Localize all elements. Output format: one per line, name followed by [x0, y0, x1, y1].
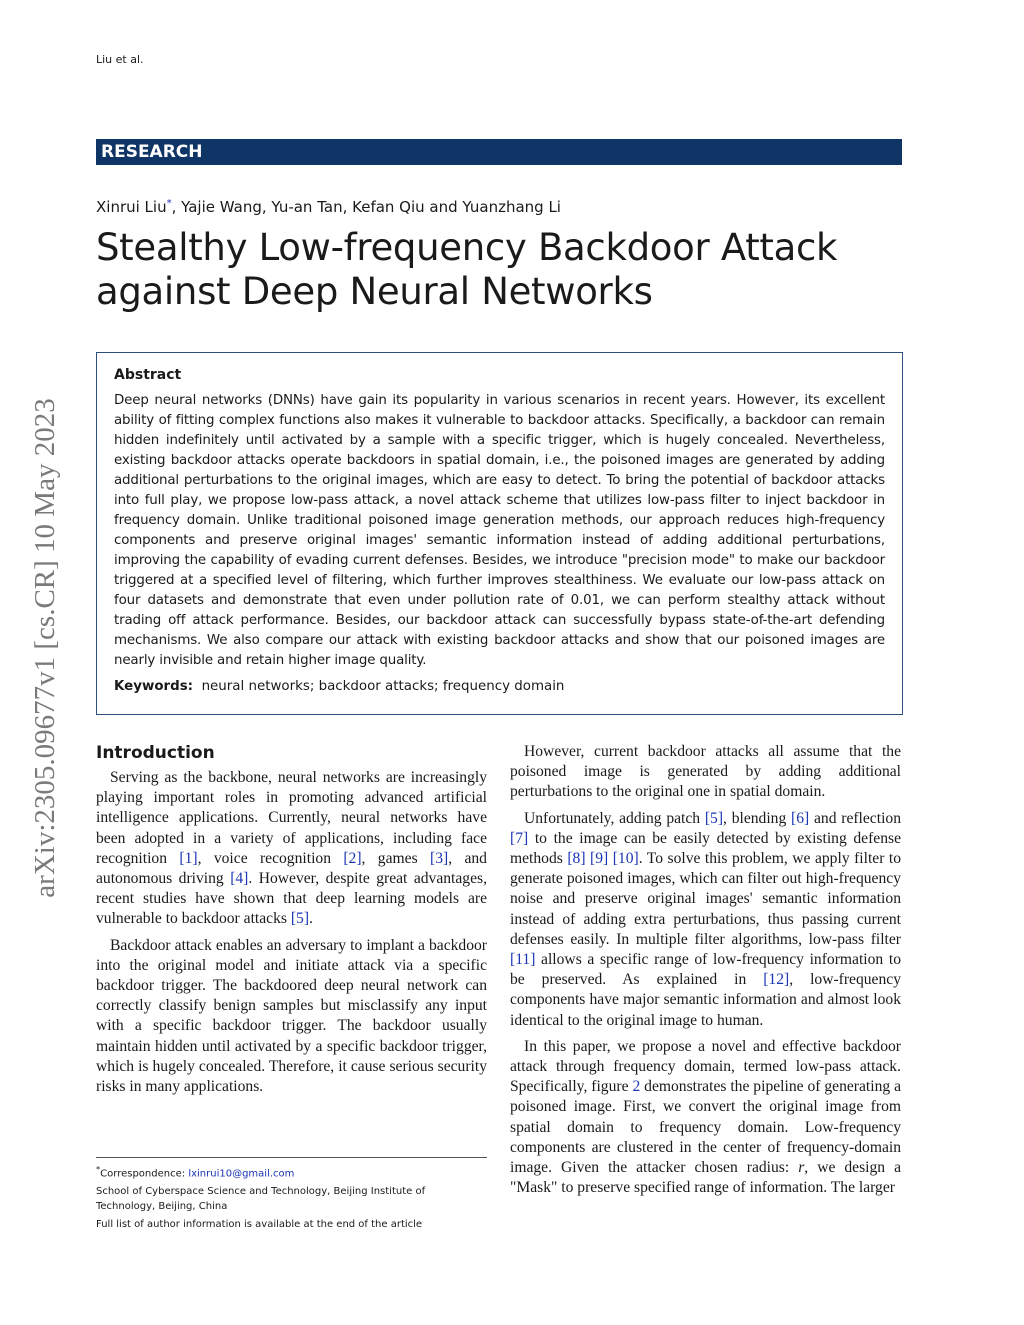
paragraph: However, current backdoor attacks all assume that the poisoned image is generated by adding additional perturbations to the original one in spatial domain. — [510, 743, 901, 801]
citation-link[interactable]: [4] — [230, 870, 249, 888]
paper-title: Stealthy Low-frequency Backdoor Attack against Deep Neural Networks — [96, 226, 838, 313]
section-banner: RESEARCH — [96, 139, 902, 165]
paragraph: Backdoor attack enables an adversary to implant a backdoor into the original model and initiate attack via a specific backdoor trigger. The backdoored deep neural network can correctly classify benign samples but misclassify any input with a specific backdoor trigger. The backdoor usually maintain hidden until activated by a specific backdoor trigger, which is hugely concealed. Therefore, it cause serious security risks in many applications. — [96, 936, 487, 1096]
keywords — [114, 679, 885, 694]
abstract-heading: Abstract — [114, 367, 182, 383]
citation-link[interactable]: [5] — [290, 910, 310, 928]
paragraph: Unfortunately, adding patch [5], blending [6] and reflection [7] to the image can be easily detected by existing defense methods [8] [9] [10]. To solve this problem, we apply filter to generate poisoned images, which can filter out high-frequency noise and preserve original images' semantic information instead of adding extra perturbations, thus passing current defenses easily. In multiple filter algorithms, low-pass filter [11] allows a specific range of low-frequency information to be preserved. As explained in [12], low-frequency components have major semantic information and almost look identical to the original image to human. — [510, 809, 902, 1029]
left-column — [96, 742, 487, 1097]
citation-link[interactable]: [6] — [791, 809, 810, 827]
abstract-text: Deep neural networks (DNNs) have gain its popularity in various scenarios in recent years. However, its excellent ability of fitting complex functions also makes it vulnerable to backdoor attacks. Specifically, a backdoor can remain hidden indefinitely until activated by a sample with a specific trigger, which is hugely concealed. Nevertheless, existing backdoor attacks operate backdoors in spatial domain, i.e., the poisoned images are generated by adding additional perturbations to the original images, which are easy to detect. To bring the potential of backdoor attacks into full play, we propose low-pass attack, a novel attack scheme that utilizes low-pass filter to inject backdoor in frequency domain. Unlike traditional poisoned image generation methods, our approach reduces high-frequency components and preserve original images' semantic information instead of adding additional perturbations, improving the capability of evading current defenses. Besides, we introduce "precision mode" to make our backdoor triggered at a specified level of filtering, which further improves stealthiness. We evaluate our low-pass attack on four datasets and demonstrate that even under pollution rate of 0.01, we can perform stealthy attack without trading off attack performance. Besides, our backdoor attack can successfully bypass state-of-the-art defending mechanisms. We also compare our attack with existing backdoor attacks and show that our poisoned images are nearly invisible and retain higher image quality. — [114, 393, 885, 668]
citation-link[interactable]: [10] — [612, 850, 639, 868]
citation-link[interactable]: [9] — [590, 850, 609, 868]
citation-link[interactable]: [3] — [430, 849, 449, 867]
arxiv-stamp: arXiv:2305.09677v1 [cs.CR] 10 May 2023 — [29, 398, 61, 898]
first-author: Xinrui Liu — [96, 198, 167, 216]
other-authors: , Yajie Wang, Yu-an Tan, Kefan Qiu and Yuanzhang Li — [171, 198, 561, 216]
citation-link[interactable]: [1] — [179, 849, 198, 867]
citation-link[interactable]: [7] — [510, 829, 529, 847]
math-variable: r — [798, 1159, 805, 1177]
figure-link[interactable]: 2 — [632, 1078, 641, 1096]
citation-link[interactable]: [8] — [567, 850, 586, 868]
paragraph: In this paper, we propose a novel and effective backdoor attack through frequency domain, termed low-pass attack. Specifically, figure 2 demonstrates the pipeline of generating a poisoned image. First, we convert the original image from spatial domain to frequency domain. Low-frequency components are clustered in the center of frequency-domain image. Given the attacker chosen radius: r, we design a "Mask" to preserve specified range of information. The larger — [510, 1037, 902, 1197]
running-head: Liu et al. — [96, 53, 144, 66]
citation-link[interactable]: [2] — [343, 849, 362, 867]
author-list — [96, 198, 561, 216]
citation-link[interactable]: [11] — [510, 951, 536, 969]
citation-link[interactable]: [5] — [704, 809, 724, 827]
abstract-box — [96, 352, 903, 715]
author-info-note: Full list of author information is available at the end of the article — [96, 1219, 423, 1231]
corresponding-mark: * — [166, 198, 172, 209]
email-link[interactable]: lxinrui10@gmail.com — [188, 1168, 295, 1180]
keywords-list: neural networks; backdoor attacks; frequency domain — [201, 679, 565, 694]
correspondence-note: *Correspondence: lxinrui10@gmail.com — [96, 1164, 295, 1180]
paragraph: Serving as the backbone, neural networks are increasingly playing important roles in promoting advanced artificial intelligence applications. Currently, neural networks have been adopted in a variety of applications, including face recognition [1], voice recognition [2], games [3], and autonomous driving [4]. However, despite great advantages, recent studies have shown that deep learning models are vulnerable to backdoor attacks [5]. — [96, 769, 487, 928]
affiliation-note: School of Cyberspace Science and Technology, Beijing Institute of Technology, Beijing, China — [96, 1186, 426, 1213]
right-column — [510, 742, 901, 1198]
keywords-label: Keywords: — [114, 679, 194, 694]
section-heading-introduction: Introduction — [96, 743, 215, 763]
citation-link[interactable]: [12] — [763, 971, 790, 989]
footnotes — [96, 1157, 487, 1235]
